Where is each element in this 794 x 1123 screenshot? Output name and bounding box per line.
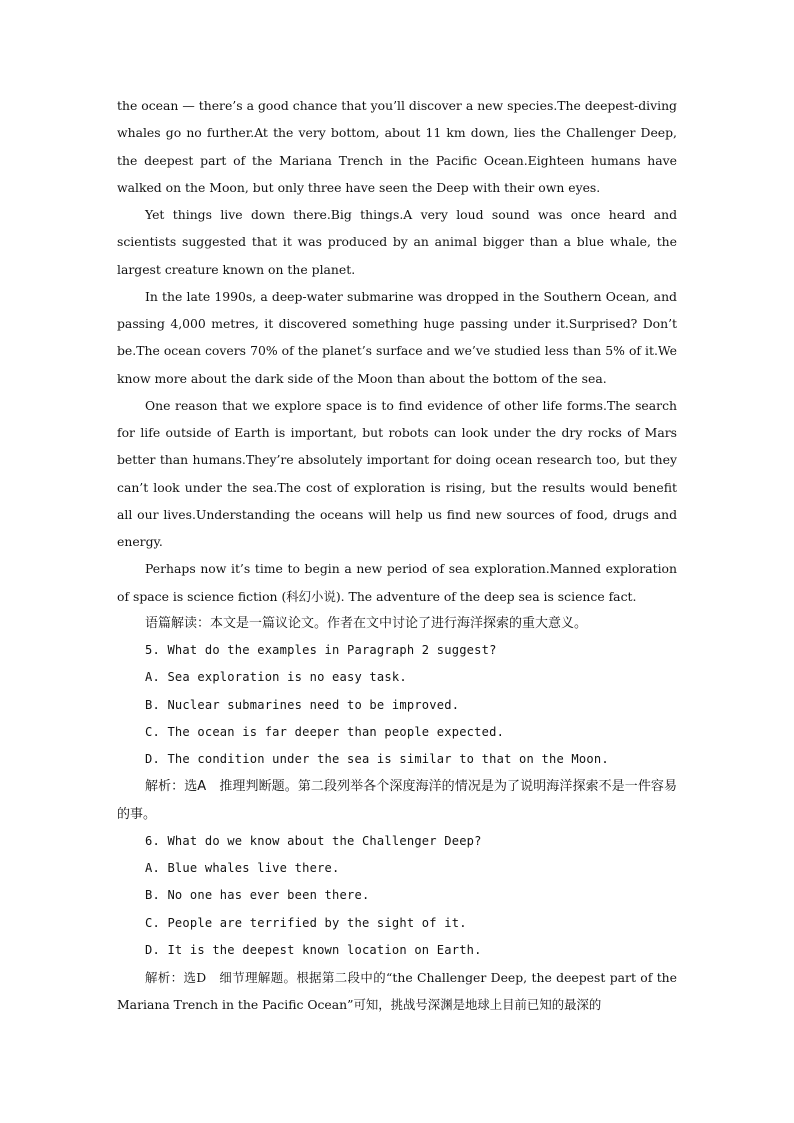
question-6-stem: 6. What do we know about the Challenger Deep? xyxy=(145,833,482,848)
question-5-option-b: B. Nuclear submarines need to be improved. xyxy=(145,697,460,712)
question-6-option-b: B. No one has ever been there. xyxy=(145,888,370,903)
passage-paragraph-3: In the late 1990s, a deep-water submarine was dropped in the Southern Ocean, and passing 4,000 metres, it discovered something huge passing under it.Surprised? Don’t be.The ocean covers 70% of the planet’s surface and we’ve studied less than 5% of it.We know more about the dark side of the Moon than about the bottom of the sea. xyxy=(117,288,677,386)
question-5-option-c: C. The ocean is far deeper than people expected. xyxy=(145,724,505,739)
reading-note: 语篇解读：本文是一篇议论文。作者在文中讨论了进行海洋探索的重大意义。 xyxy=(145,615,588,631)
passage-paragraph-2: Yet things live down there.Big things.A very loud sound was once heard and scientists suggested that it was produced by an animal bigger than a blue whale, the largest creature known on the planet. xyxy=(117,207,677,277)
question-6-option-c: C. People are terrified by the sight of it. xyxy=(145,915,467,930)
passage-paragraph-5: Perhaps now it’s time to begin a new period of sea exploration.Manned exploration of space is science fiction (科幻小说). The adventure of the deep sea is science fact. xyxy=(117,561,677,604)
question-6-option-a: A. Blue whales live there. xyxy=(145,861,340,875)
passage-paragraph-4: One reason that we explore space is to find evidence of other life forms.The search for life outside of Earth is important, but robots can look under the dry rocks of Mars better than humans.They’re absolutely important for doing ocean research too, but they can’t look under the sea.The cost of exploration is rising, but the results would benefit all our lives.Understanding the oceans will help us find new sources of food, drugs and energy. xyxy=(117,397,677,549)
question-5-stem: 5. What do the examples in Paragraph 2 suggest? xyxy=(145,643,497,657)
question-6-option-d: D. It is the deepest known location on Earth. xyxy=(145,942,482,957)
question-5-option-a: A. Sea exploration is no easy task. xyxy=(145,670,407,685)
question-6-analysis: 解析：选D 细节理解题。根据第二段中的“the Challenger Deep, the deepest part of the Mariana Trench in the Pacific Ocean”可知，挑战号深渊是地球上目前已知的最深的 xyxy=(117,970,677,1013)
question-5-option-d: D. The condition under the sea is similar to that on the Moon. xyxy=(145,752,609,766)
page-content xyxy=(117,92,677,1019)
question-5-analysis: 解析：选A 推理判断题。第二段列举各个深度海洋的情况是为了说明海洋探索不是一件容易的事。 xyxy=(117,779,677,822)
passage-paragraph-1: the ocean — there’s a good chance that you’ll discover a new species.The deepest-diving whales go no further.At the very bottom, about 11 km down, lies the Challenger Deep, the deepest part of the Mariana Trench in the Pacific Ocean.Eighteen humans have walked on the Moon, but only three have seen the Deep with their own eyes. xyxy=(117,98,677,195)
